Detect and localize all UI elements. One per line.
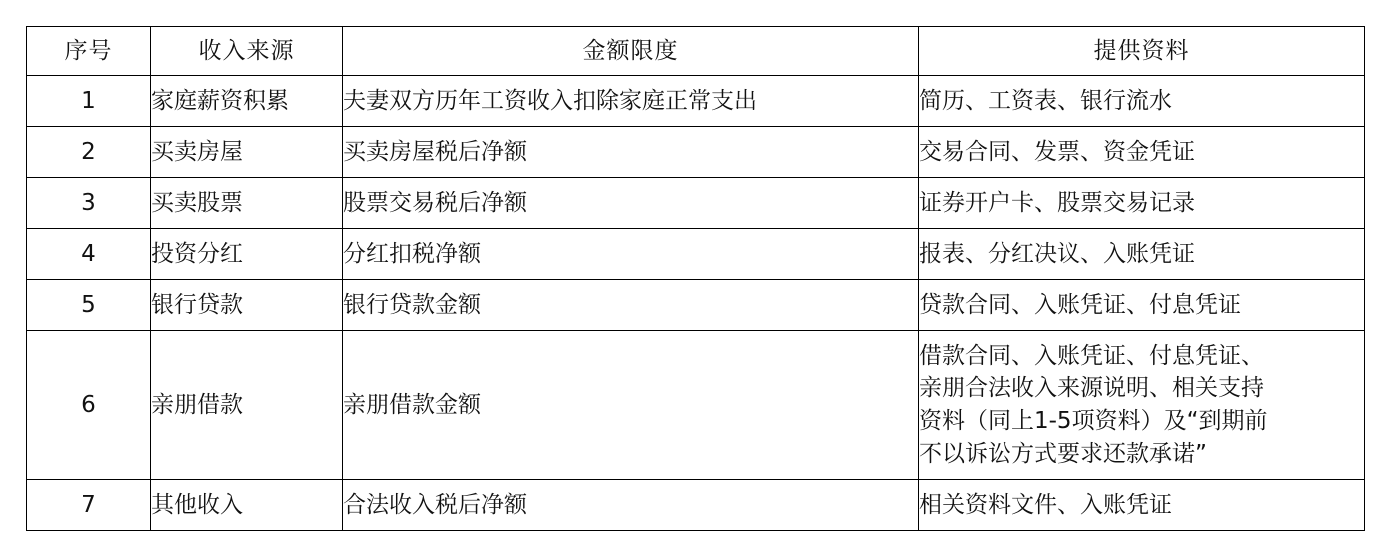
cell-docs-lines	[919, 340, 1364, 471]
cell-source: 买卖股票	[151, 178, 343, 229]
cell-index: 2	[27, 127, 151, 178]
cell-docs-line: 借款合同、入账凭证、付息凭证、	[919, 342, 1264, 369]
table-row	[27, 480, 1365, 531]
cell-docs: 相关资料文件、入账凭证	[919, 480, 1365, 531]
column-header-docs: 提供资料	[919, 27, 1365, 76]
cell-limit: 亲朋借款金额	[343, 331, 919, 480]
table-row	[27, 229, 1365, 280]
cell-index: 1	[27, 76, 151, 127]
column-header-index: 序号	[27, 27, 151, 76]
table-row	[27, 127, 1365, 178]
cell-source: 家庭薪资积累	[151, 76, 343, 127]
cell-docs-line: 不以诉讼方式要求还款承诺”	[919, 440, 1207, 467]
cell-source: 买卖房屋	[151, 127, 343, 178]
cell-docs: 证券开户卡、股票交易记录	[919, 178, 1365, 229]
cell-index: 6	[27, 331, 151, 480]
cell-source: 亲朋借款	[151, 331, 343, 480]
cell-docs	[919, 331, 1365, 480]
cell-docs: 交易合同、发票、资金凭证	[919, 127, 1365, 178]
table-row	[27, 76, 1365, 127]
cell-docs: 简历、工资表、银行流水	[919, 76, 1365, 127]
cell-index: 4	[27, 229, 151, 280]
cell-source: 银行贷款	[151, 280, 343, 331]
column-header-source: 收入来源	[151, 27, 343, 76]
cell-source: 其他收入	[151, 480, 343, 531]
cell-index: 5	[27, 280, 151, 331]
income-sources-table	[26, 26, 1365, 531]
cell-docs: 贷款合同、入账凭证、付息凭证	[919, 280, 1365, 331]
cell-source: 投资分红	[151, 229, 343, 280]
cell-docs-line: 资料（同上1-5项资料）及“到期前	[919, 408, 1268, 434]
table-row	[27, 280, 1365, 331]
cell-limit: 夫妻双方历年工资收入扣除家庭正常支出	[343, 76, 919, 127]
table-row	[27, 331, 1365, 480]
cell-limit: 买卖房屋税后净额	[343, 127, 919, 178]
cell-index: 3	[27, 178, 151, 229]
cell-index: 7	[27, 480, 151, 531]
table-header-row	[27, 27, 1365, 76]
cell-limit: 合法收入税后净额	[343, 480, 919, 531]
cell-limit: 分红扣税净额	[343, 229, 919, 280]
table-row	[27, 178, 1365, 229]
column-header-limit: 金额限度	[343, 27, 919, 76]
cell-docs-line: 亲朋合法收入来源说明、相关支持	[919, 375, 1264, 402]
cell-docs: 报表、分红决议、入账凭证	[919, 229, 1365, 280]
cell-limit: 银行贷款金额	[343, 280, 919, 331]
cell-limit: 股票交易税后净额	[343, 178, 919, 229]
